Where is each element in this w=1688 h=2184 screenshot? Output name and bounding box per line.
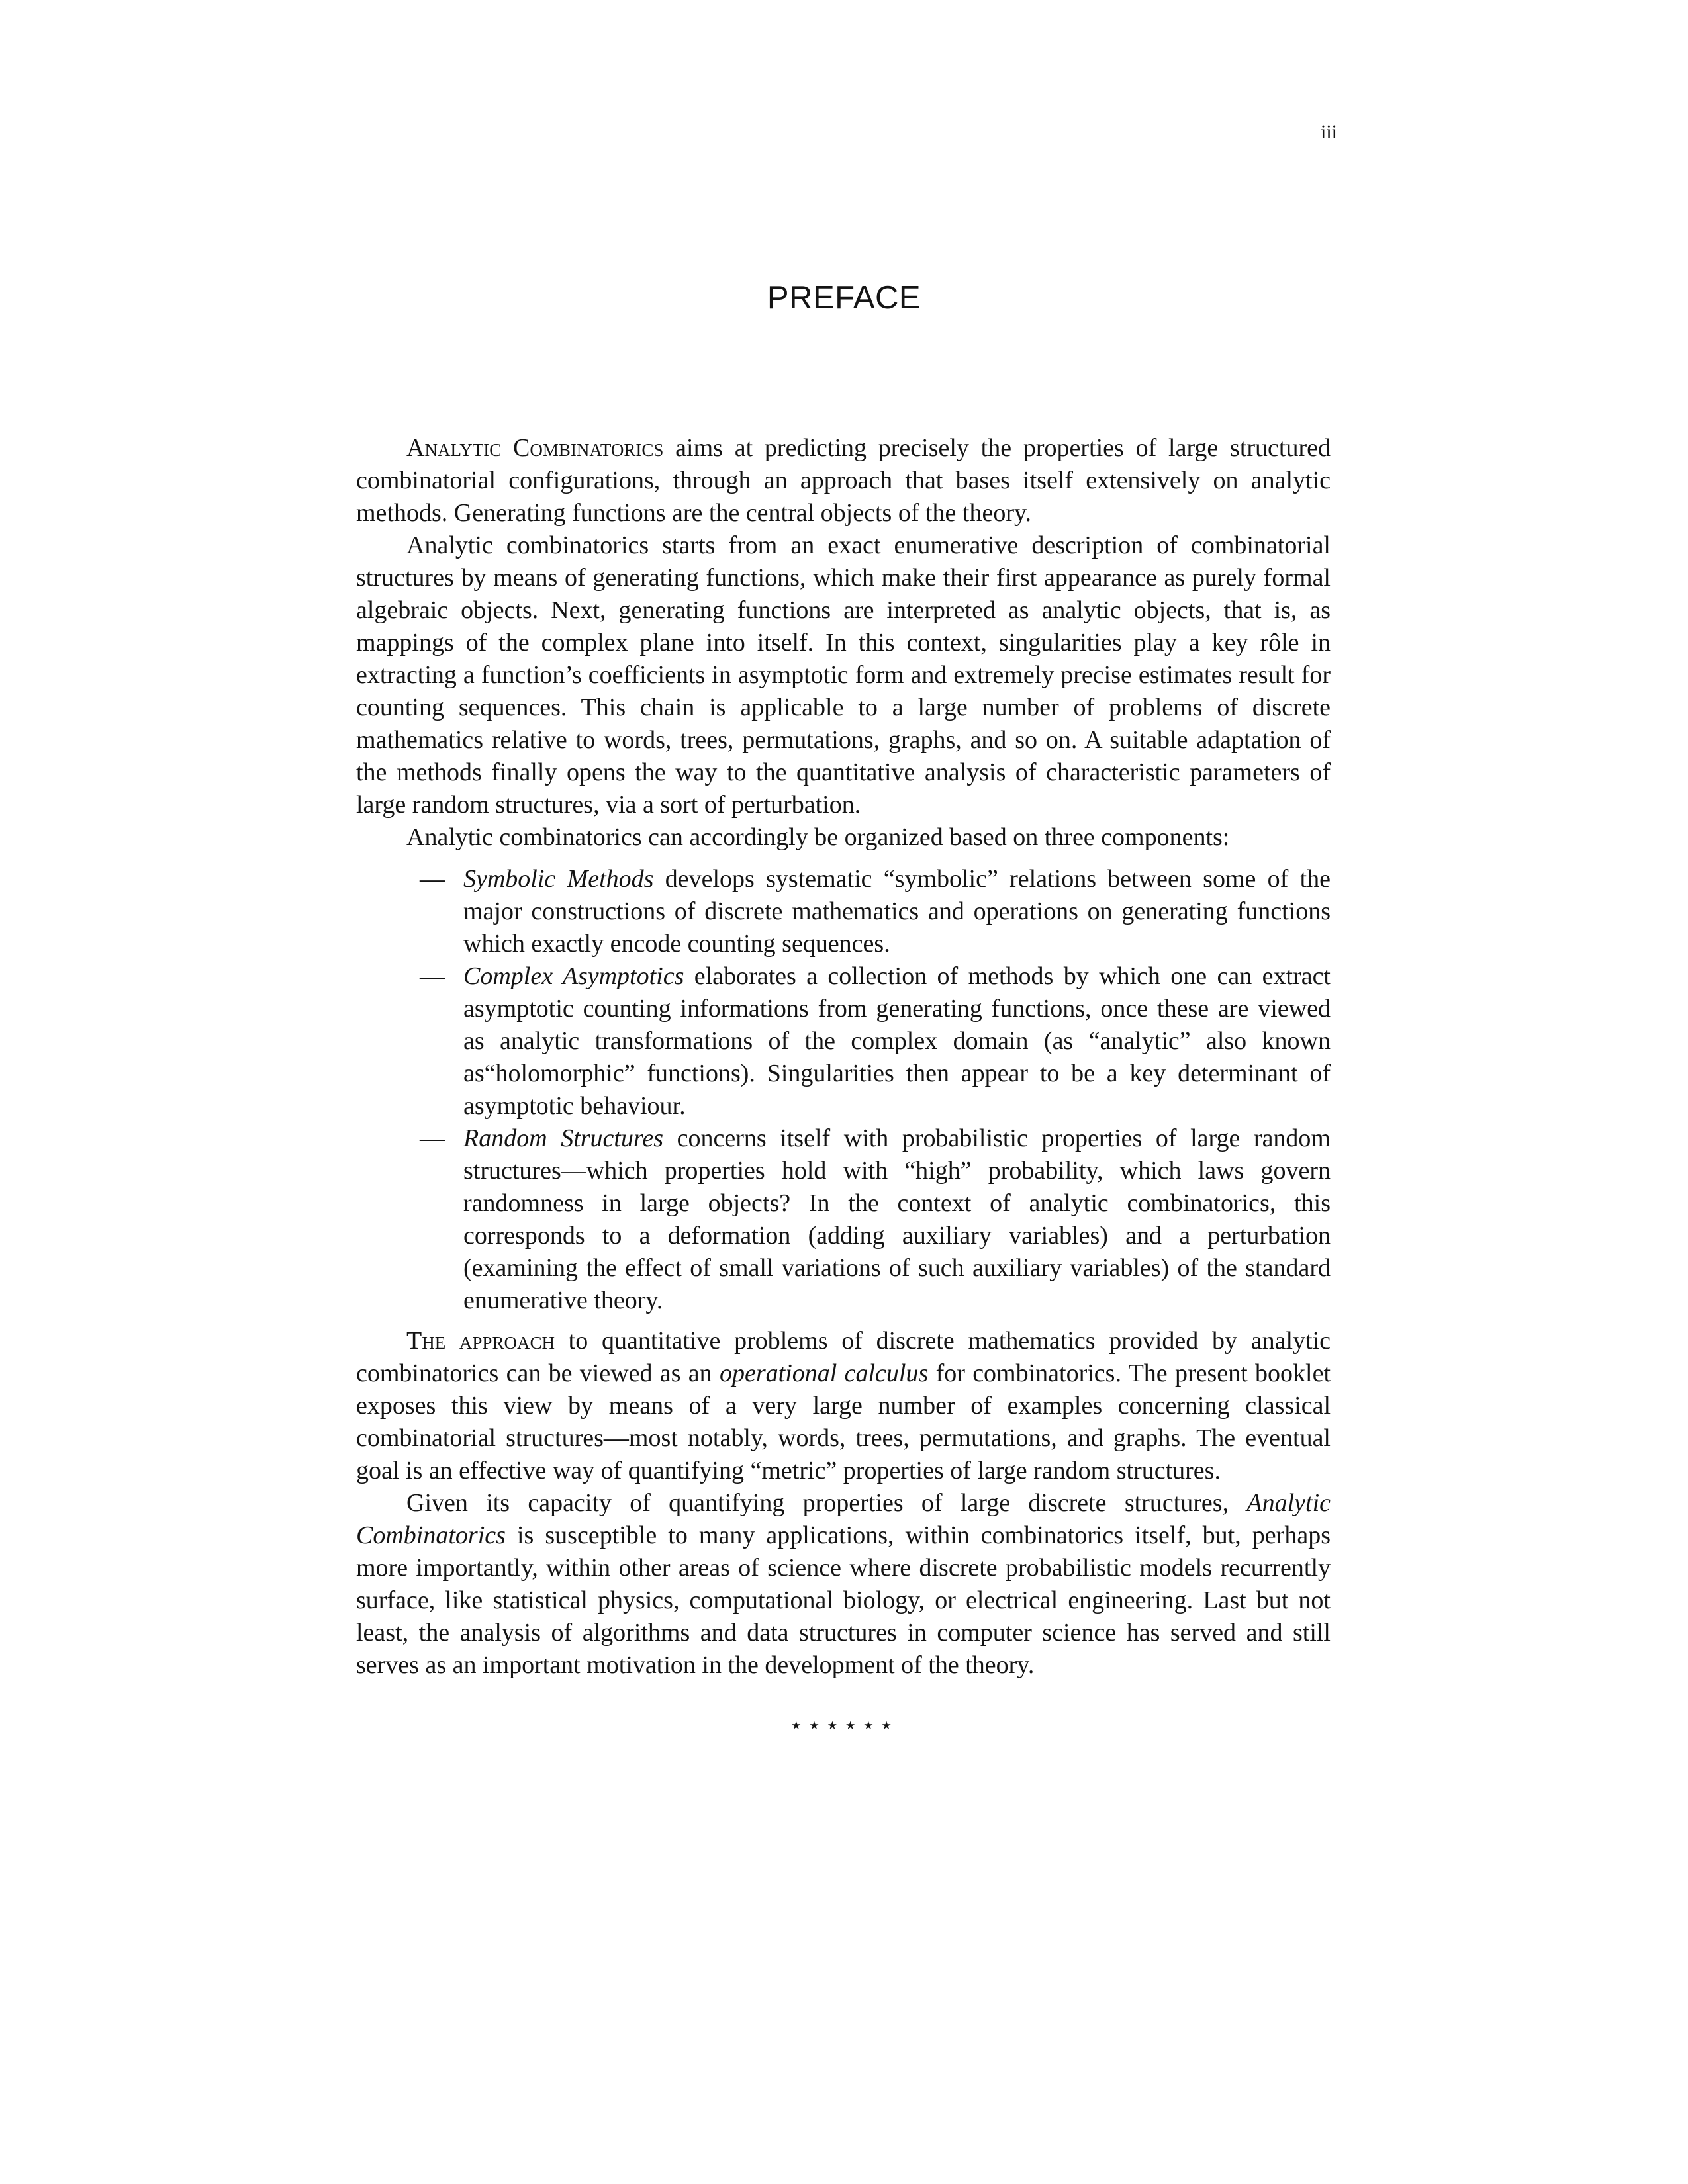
lead-smallcaps: Analytic Combinatorics [406,434,664,462]
em-dash-marker: — [420,1124,445,1152]
components-list [356,863,1331,1317]
paragraph-text: aims at predicting precisely the properties of large structured combinatorial configurations, through an approach that bases itself extensively on analytic methods. Generating functions are the central objects of the theory. [356,434,1331,527]
component-name: Random Structures [463,1124,664,1152]
em-dash-marker: — [420,865,445,893]
list-item [420,1122,1331,1317]
lead-smallcaps: The approach [406,1327,555,1355]
paragraph-intro [356,432,1331,529]
paragraph-text: is susceptible to many applications, within combinatorics itself, but, perhaps more importantly, within other areas of science where discrete probabilistic models recurrently surface, like statistical physics, computational biology, or electrical engineering. Last but not least, the analysis of algorithms and data structures in computer science has served and still serves as an important motivation in the development of the theory. [356,1522,1331,1679]
emphasis-text: Analytic Combinatorics [356,1489,1331,1549]
paragraph-components-intro: Analytic combinatorics can accordingly be organized based on three components: [406,823,1230,851]
paragraph-approach [356,1325,1331,1487]
component-name: Complex Asymptotics [463,962,684,990]
paragraph-text: Given its capacity of quantifying properties of large discrete structures, [406,1489,1247,1517]
paragraph-text: for combinatorics. The present booklet exposes this view by means of a very large number of examples concerning classical combinatorial structures—most notably, words, trees, permutations, and graphs. The eventual goal is an effective way of quantifying “metric” properties of large random structures. [356,1359,1331,1484]
component-name: Symbolic Methods [463,865,654,893]
component-description: elaborates a collection of methods by which one can extract asymptotic counting informations from generating functions, once these are viewed as analytic transformations of the complex domain (as “analytic” also known as“holomorphic” functions). Singularities then appear to be a key determinant of asymptotic behaviour. [463,962,1331,1120]
page-number: iii [1320,121,1337,143]
emphasis-text: operational calculus [719,1359,929,1387]
preface-body [356,432,1331,1742]
component-description: develops systematic “symbolic” relations between some of the major constructions of discrete mathematics and operations on generating functions which exactly encode counting sequences. [463,865,1331,958]
paragraph-applications [356,1487,1331,1682]
em-dash-marker: — [420,962,445,990]
page-title: PREFACE [767,280,921,316]
component-description: concerns itself with probabilistic properties of large random structures—which properties hold with “high” probability, which laws govern randomness in large objects? In the context of analytic combinatorics, this corresponds to a deformation (adding auxiliary variables) and a perturbation (examining the effect of small variations of such auxiliary variables) of the standard enumerative theory. [463,1124,1331,1314]
section-separator-stars: ⋆⋆⋆⋆⋆⋆ [789,1713,898,1738]
list-item [420,960,1331,1122]
list-item [420,863,1331,960]
paragraph-text: to quantitative problems of discrete mathematics provided by analytic combinatorics can be viewed as an [356,1327,1331,1387]
paragraph-overview: Analytic combinatorics starts from an exact enumerative description of combinatorial structures by means of generating functions, which make their first appearance as purely formal algebraic objects. Next, generating functions are interpreted as analytic objects, that is, as mappings of the complex plane into itself. In this context, singularities play a key rôle in extracting a function’s coefficients in asymptotic form and extremely precise estimates result for counting sequences. This chain is applicable to a large number of problems of discrete mathematics relative to words, trees, permutations, graphs, and so on. A suitable adaptation of the methods finally opens the way to the quantitative analysis of characteristic parameters of large random structures, via a sort of perturbation. [356,531,1331,819]
